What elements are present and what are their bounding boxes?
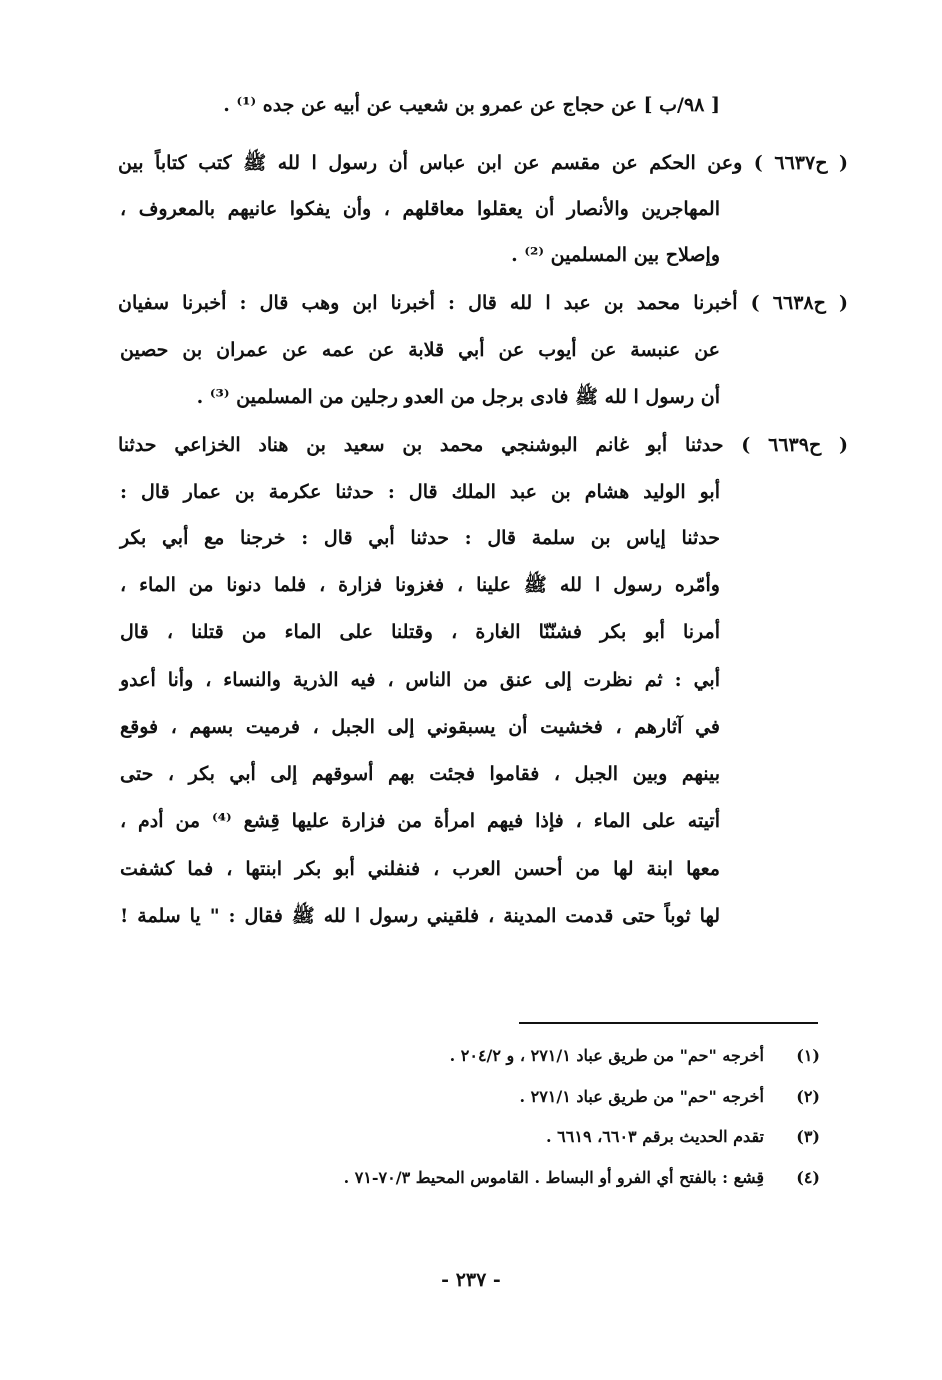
footnote-text: تقدم الحديث برقم ٦٦٠٣، ٦٦١٩ . [546,1127,764,1146]
text-line-17: معها ابنة لها من أحسن العرب ، فنفلني أبو بكر ابنتها ، فما كشفت [120,858,720,880]
text-line-13: أبي : ثم نظرت إلى عنق من الناس ، فيه الذرية والنساء ، وأنا أعدو [120,669,720,691]
text-line-11: وأمّره رسول ا لله ﷺ علينا ، فغزونا فزارة ، فلما دنونا من الماء ، [120,574,720,596]
text-line-16: أتيته على الماء ، فإذا فيهم امرأة من فزارة عليها قِشع ⁽⁴⁾ من أدم ، [120,810,721,832]
footnote-1 [300,1046,820,1070]
footnote-number: (١) [796,1046,820,1065]
hadith-6637-heading: ( ح٦٦٣٧ ) وعن الحكم عن مقسم عن ابن عباس أن رسول ا لله ﷺ كتب كتاباً بين [118,152,848,174]
footnote-number: (٢) [796,1087,820,1106]
footnote-text: قِشع : بالفتح أي الفرو أو البساط . القاموس المحيط ٧٠/٣-٧١ . [343,1168,764,1187]
text-line-1: [ ٩٨/ب ] عن حجاج عن عمرو بن شعيب عن أبيه عن جده ⁽¹⁾ . [223,94,720,116]
footnote-3 [300,1127,820,1151]
footnote-text: أخرجه "حم" من طريق عباد ٢٧١/١ . [519,1087,764,1106]
text-line-15: بينهم وبين الجبل ، فقاموا فجئت بهم أسوقهم إلى أبي بكر ، حتى [120,763,720,785]
text-line-4: وإصلاح بين المسلمين ⁽²⁾ . [511,244,720,266]
footnote-text: أخرجه "حم" من طريق عباد ٢٧١/١ ، و ٢٠٤/٢ . [449,1046,764,1065]
page-number: - ٢٣٧ - [441,1269,501,1291]
text-line-7: أن رسول ا لله ﷺ فادى برجل من العدو رجلين من المسلمين ⁽³⁾ . [196,386,720,408]
text-line-12: أمرنا أبو بكر فشنّنّا الغارة ، وقتلنا على الماء من قتلنا ، قال [120,621,720,643]
footnote-divider [519,1022,818,1024]
text-line-18: لها ثوباً حتى قدمت المدينة ، فلقيني رسول ا لله ﷺ فقال : " يا سلمة ! [120,905,720,927]
text-line-10: حدثنا إياس بن سلمة قال : حدثنا أبي قال : خرجنا مع أبي بكر [120,527,720,549]
hadith-6639-heading: ( ح٦٦٣٩ ) حدثنا أبو غانم البوشنجي محمد بن سعيد بن هناد الخزاعي حدثنا [118,434,848,456]
footnote-number: (٣) [796,1127,820,1146]
text-line-3: المهاجرين والأنصار أن يعقلوا معاقلهم ، وأن يفكوا عانيهم بالمعروف ، [120,198,720,220]
text-line-9: أبو الوليد هشام بن عبد الملك قال : حدثنا عكرمة بن عمار قال : [120,481,720,503]
footnote-4 [300,1168,820,1192]
text-line-14: في آثارهم ، فخشيت أن يسبقوني إلى الجبل ، فرميت بسهم ، فوقع [120,716,720,738]
text-line-6: عن عنبسة عن أيوب عن أبي قلابة عن عمه عن عمران بن حصين [120,339,720,361]
footnote-2 [300,1087,820,1111]
hadith-6638-heading: ( ح٦٦٣٨ ) أخبرنا محمد بن عبد ا لله قال : أخبرنا ابن وهب قال : أخبرنا سفيان [118,292,848,314]
footnote-number: (٤) [796,1168,820,1187]
